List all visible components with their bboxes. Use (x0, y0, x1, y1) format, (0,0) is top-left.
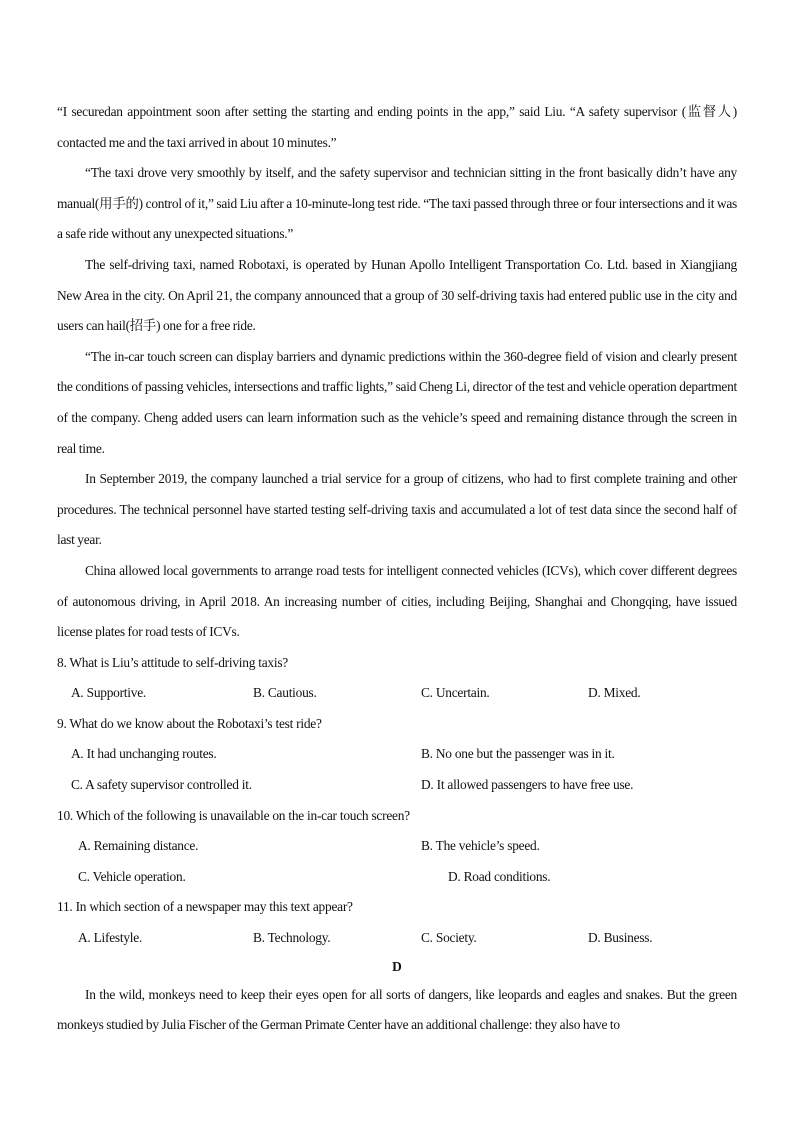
option-a: A. Remaining distance. (78, 838, 199, 854)
question-10-options-row-1 (57, 831, 737, 862)
question-10-options-row-2 (57, 862, 737, 893)
paragraph: China allowed local governments to arrange road tests for intelligent connected vehicles (ICVs), which cover different degrees of autonomous driving, in April 2018. An increasing number of cities, including Beijing, Shanghai and Chongqing, have issued license plates for road tests of ICVs. (57, 562, 737, 640)
option-a: A. Supportive. (71, 685, 146, 701)
question-11-stem: 11. In which section of a newspaper may this text appear? (57, 899, 353, 915)
paragraph: “The taxi drove very smoothly by itself, and the safety supervisor and technician sitting in the front basically didn’t have any manual(用手的) control of it,” said Liu after a 10-minute-long test ride. “The taxi passed through three or four intersections and it was a safe ride without any unexpected situations.” (57, 165, 737, 242)
option-d: D. Business. (588, 930, 653, 946)
paragraph: In the wild, monkeys need to keep their eyes open for all sorts of dangers, like leopards and eagles and snakes. But the green monkeys studied by Julia Fischer of the German Primate Center have an additional challenge: they also have to (57, 986, 737, 1033)
question-9-options-row-1 (57, 739, 737, 770)
option-b: B. Technology. (253, 930, 331, 946)
option-c: C. Vehicle operation. (78, 868, 186, 884)
option-c: C. Society. (421, 930, 477, 946)
question-9-stem: 9. What do we know about the Robotaxi’s test ride? (57, 715, 322, 731)
option-c: C. A safety supervisor controlled it. (71, 777, 252, 793)
document-page (57, 97, 737, 1041)
paragraph: “The in-car touch screen can display barriers and dynamic predictions within the 360-degree field of vision and clearly present the conditions of passing vehicles, intersections and traffic lights,” said Cheng Li, director of the test and vehicle operation department of the company. Cheng added users can learn information such as the vehicle’s speed and remaining distance through the screen in real time. (57, 348, 737, 456)
option-b: B. Cautious. (253, 685, 317, 701)
paragraph: The self-driving taxi, named Robotaxi, is operated by Hunan Apollo Intelligent Transportation Co. Ltd. based in Xiangjiang New Area in the city. On April 21, the company announced that a group of 30 self-driving taxis had entered public use in the city and users can hail(招手) one for a free ride. (57, 256, 737, 334)
question-8-stem: 8. What is Liu’s attitude to self-driving taxis? (57, 654, 288, 670)
option-b: B. No one but the passenger was in it. (421, 746, 615, 762)
question-11-options (57, 923, 737, 954)
option-b: B. The vehicle’s speed. (421, 838, 540, 854)
question-10-stem: 10. Which of the following is unavailable on the in-car touch screen? (57, 807, 410, 823)
paragraph: In September 2019, the company launched a trial service for a group of citizens, who had to first complete training and other procedures. The technical personnel have started testing self-driving taxis and accumulated a lot of test data since the second half of last year. (57, 471, 737, 548)
option-a: A. Lifestyle. (78, 930, 143, 946)
option-d: D. Mixed. (588, 685, 641, 701)
question-8-options (57, 678, 737, 709)
question-9-options-row-2 (57, 770, 737, 801)
section-heading: D (392, 958, 402, 974)
option-d: D. Road conditions. (448, 868, 551, 884)
option-a: A. It had unchanging routes. (71, 746, 217, 762)
option-c: C. Uncertain. (421, 685, 490, 701)
option-d: D. It allowed passengers to have free use. (421, 777, 634, 793)
paragraph: “I securedan appointment soon after setting the starting and ending points in the app,” said Liu. “A safety supervisor (监督人) contacted me and the taxi arrived in about 10 minutes.” (57, 104, 737, 150)
